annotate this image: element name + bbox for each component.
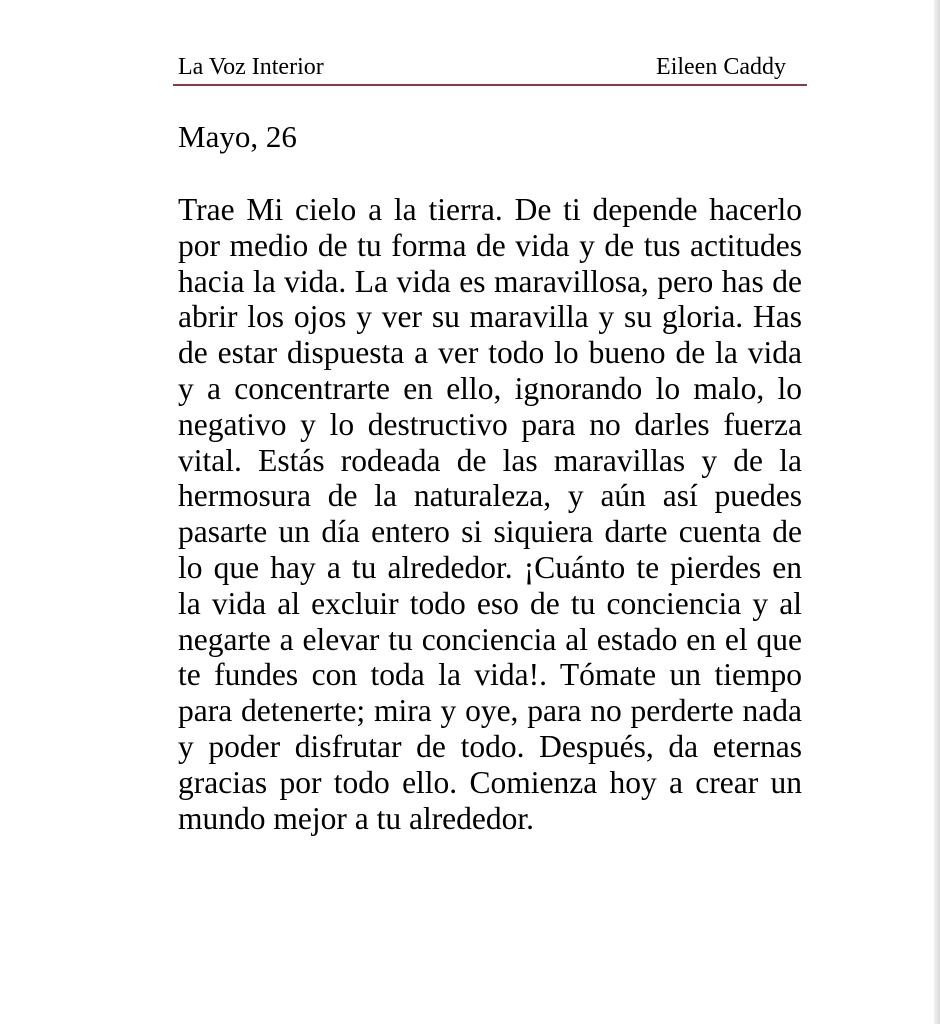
page-edge	[934, 0, 940, 1024]
entry-body-text: Trae Mi cielo a la tierra. De ti depende hacerlo por medio de tu forma de vida y de tus actitudes hacia la vida. La vida es maravillosa, pero has de abrir los ojos y ver su maravilla y su gloria. Has de estar dispuesta a ver todo lo bueno de la vida y a concentrarte en ello, ignorando lo malo, lo negativo y lo destructivo para no darles fuerza vital. Estás rodeada de las maravillas y de la hermosura de la naturaleza, y aún así puedes pasarte un día entero si siquiera darte cuenta de lo que hay a tu alrededor. ¡Cuánto te pierdes en la vida al excluir todo eso de tu conciencia y al negarte a elevar tu conciencia al estado en el que te fundes con toda la vida!. Tómate un tiempo para detenerte; mira y oye, para no perderte nada y poder disfrutar de todo. Después, da eternas gracias por todo ello. Comienza hoy a crear un mundo mejor a tu alrededor.	[178, 192, 802, 836]
header-author: Eileen Caddy	[656, 54, 786, 80]
running-header	[173, 50, 807, 86]
entry-date: Mayo, 26	[178, 119, 297, 154]
header-book-title: La Voz Interior	[178, 54, 324, 80]
